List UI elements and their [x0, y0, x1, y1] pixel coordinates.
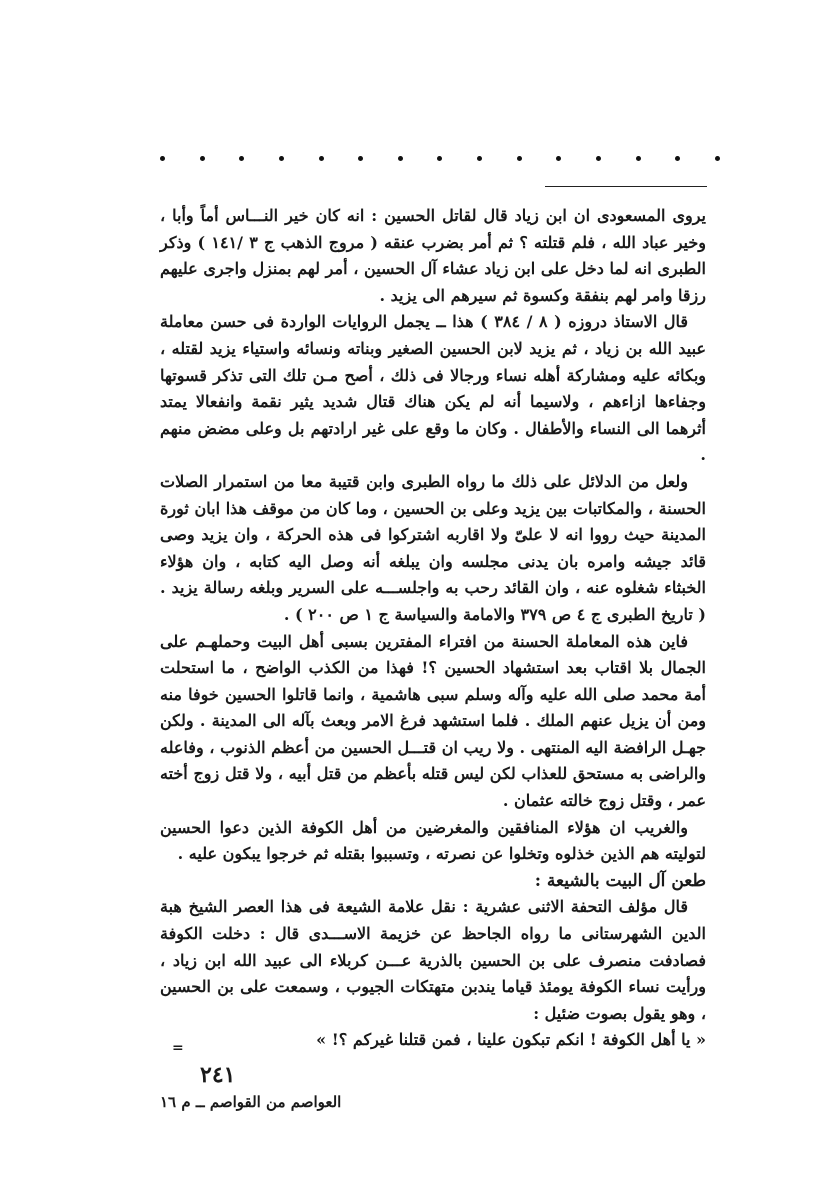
ornament-dot [200, 156, 205, 161]
ornament-dot [715, 156, 720, 161]
ornament-dot [160, 156, 165, 161]
paragraph: قال مؤلف التحفة الاثنى عشرية : نقل علامة الشيعة فى هذا العصر الشيخ هبة الدين الشهرستانى ما رواه الجاحظ عن خزيمة الاســـدى قال : دخلت الكوفة فصادفت منصرف على بن الحسين بالذرية عـــن كربلاء الى عبيد الله ابن زياد ، ورأيت نساء الكوفة يومئذ قياما يندبن متهتكات الجيوب ، وسمعت على بن الحسين ، وهو يقول بصوت ضئيل : [160, 897, 707, 1023]
paragraph: ولعل من الدلائل على ذلك ما رواه الطبرى وابن قتيبة معا من استمرار الصلات الحسنة ، والمكاتبات بين يزيد وعلى بن الحسين ، وما كان من موقف هذا ابان ثورة المدينة حيث رووا انه لا علىّ ولا اقاربه اشتركوا فى هذه الحركة ، وان يزيد وصى قائد جيشه وامره بان يدنى مجلسه وان يبلغه أنه وصل اليه كتابه ، وان هؤلاء الخبثاء شغلوه عنه ، وان القائد رحب به واجلســـه على السرير وبلغه رسالة يزيد . ( تاريخ الطبرى ج ٤ ص ٣٧٩ والامامة والسياسة ج ١ ص ٢٠٠ ) . [160, 471, 707, 624]
ornament-dot [675, 156, 680, 161]
body-text [160, 203, 706, 1054]
paragraph: والغريب ان هؤلاء المنافقين والمغرضين من أهل الكوفة الذين دعوا الحسين لتوليته هم الذين خذلوه وتخلوا عن نصرته ، وتسببوا بقتله ثم خرجوا يبكون عليه . [160, 817, 706, 864]
ornament-dot [596, 156, 601, 161]
section-heading: طعن آل البيت بالشيعة : [534, 870, 706, 891]
ornament-dot [279, 156, 284, 161]
ornament-dot [398, 156, 403, 161]
ornament-dot [636, 156, 641, 161]
page-number: ٢٤١ [200, 1062, 236, 1088]
margin-mark: = [172, 1040, 184, 1056]
paragraph: فاين هذه المعاملة الحسنة من افتراء المفترين بسبى أهل البيت وحملهـم على الجمال بلا اقتاب بعد استشهاد الحسين ؟! فهذا من الكذب الواضح ، ما استحلت أمة محمد صلى الله عليه وآله وسلم سبى هاشمية ، وانما قاتلوا الحسين خوفا منه ومن أن يزيل عنهم الملك . فلما استشهد فرغ الامر وبعث بآله الى المدينة . ولكن جهـل الرافضة اليه المنتهى . ولا ريب ان قتـــل الحسين من أعظم الذنوب ، وفاعله والراضى به مستحق للعذاب لكن ليس قتله بأعظم من قتل أبيه ، ولا قتل زوج أخته عمر ، وقتل زوج خالته عثمان . [160, 631, 706, 811]
ornament-dot [319, 156, 324, 161]
paragraph: يروى المسعودى ان ابن زياد قال لقاتل الحسين : انه كان خير النـــاس أماً وأبا ، وخير عباد الله ، فلم قتلته ؟ ثم أمر بضرب عنقه ( مروج الذهب ج ٣ /١٤١ ) وذكر الطبرى انه لما دخل على ابن زياد عشاء آل الحسين ، أمر لهم بمنزل واجرى عليهم رزقا وامر لهم بنفقة وكسوة ثم سيرهم الى يزيد . [160, 206, 706, 305]
paragraph: قال الاستاذ دروزه ( ٨ / ٣٨٤ ) هذا ــ يجمل الروايات الواردة فى حسن معاملة عبيد الله بن زياد ، ثم يزيد لابن الحسين الصغير وبناته ونسائه واستياء يزيد لقتله ، وبكائه عليه ومشاركة أهله نساء ورجالا فى ذلك ، أصح مـن تلك التى تذكر قسوتها وجفاءها ازاءهم ، ولاسيما أنه لم يكن هناك قتال شديد يثير نقمة وانفعالا يمتد أثرهما الى النساء والأطفال . وكان ما وقع على غير ارادتهم بل وعلى مضض منهم . [160, 312, 706, 465]
ornament-dot [358, 156, 363, 161]
ornament-dot [477, 156, 482, 161]
quote: « يا أهل الكوفة ! انكم تبكون علينا ، فمن قتلنا غيركم ؟! » [316, 1030, 706, 1050]
ornament-dot-row [160, 148, 720, 168]
running-footer: العواصم من القواصم ــ م ١٦ [160, 1093, 342, 1111]
ornament-dot [239, 156, 244, 161]
ornament-dot [556, 156, 561, 161]
ornament-dot [437, 156, 442, 161]
ornament-dot [517, 156, 522, 161]
top-rule-line [545, 186, 707, 187]
